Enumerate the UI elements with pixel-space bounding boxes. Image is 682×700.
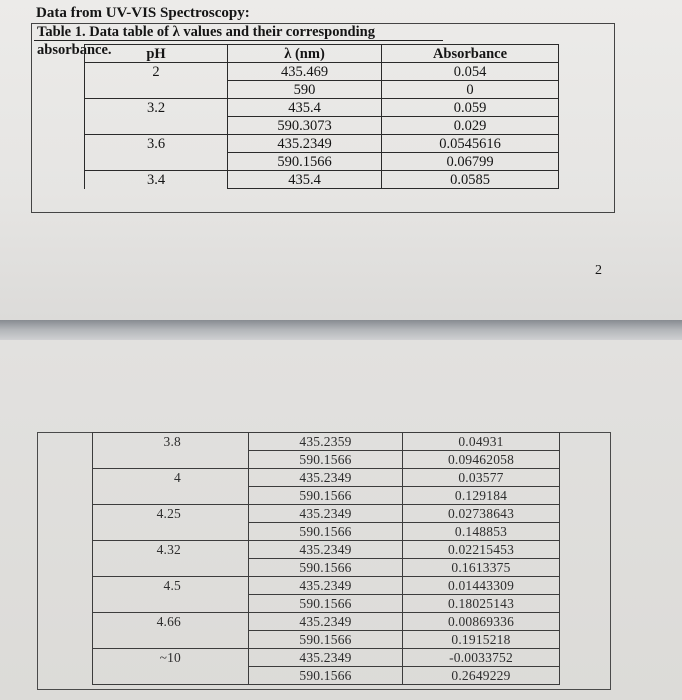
wavelength-cell: 590.1566 [249,487,403,505]
page-break [0,320,682,340]
wavelength-cell: 435.2349 [249,649,403,667]
wavelength-cell: 435.2349 [249,469,403,487]
table-row [93,451,560,469]
table-row [85,81,559,99]
ph-cell: 3.4 [85,171,228,189]
absorbance-cell: 0.054 [382,63,559,81]
ph-cell [93,487,249,505]
ph-cell [85,117,228,135]
ph-cell [85,81,228,99]
table-row [85,153,559,171]
ph-cell [93,559,249,577]
wavelength-cell: 435.2349 [249,505,403,523]
absorbance-cell: 0.02738643 [403,505,560,523]
absorbance-cell: 0.02215453 [403,541,560,559]
ph-cell: 4.25 [93,505,249,523]
wavelength-cell: 435.2349 [249,541,403,559]
wavelength-cell: 590.1566 [249,559,403,577]
absorbance-cell: 0.00869336 [403,613,560,631]
table-row [93,523,560,541]
ph-cell [93,631,249,649]
ph-cell [93,667,249,685]
absorbance-cell: 0.059 [382,99,559,117]
table-row [93,649,560,667]
table-row [93,433,560,451]
ph-cell: 2 [85,63,228,81]
wavelength-cell: 435.2349 [228,135,382,153]
header-ph: pH [85,45,228,63]
table-row [93,469,560,487]
table-row [93,613,560,631]
table-row [85,99,559,117]
wavelength-cell: 590.1566 [249,595,403,613]
ph-cell [93,595,249,613]
absorbance-cell: 0.03577 [403,469,560,487]
page-number: 2 [595,263,602,278]
absorbance-cell: -0.0033752 [403,649,560,667]
table-row [93,577,560,595]
absorbance-cell: 0.09462058 [403,451,560,469]
absorbance-cell: 0.04931 [403,433,560,451]
absorbance-cell: 0 [382,81,559,99]
ph-cell [93,451,249,469]
header-wavelength: λ (nm) [228,45,382,63]
absorbance-cell: 0.1613375 [403,559,560,577]
wavelength-cell: 590.3073 [228,117,382,135]
ph-cell [93,523,249,541]
ph-cell [85,153,228,171]
table-row [93,631,560,649]
table-row [93,541,560,559]
wavelength-cell: 590 [228,81,382,99]
wavelength-cell: 590.1566 [249,523,403,541]
ph-cell: 4 [93,469,249,487]
ph-cell: 3.8 [93,433,249,451]
wavelength-cell: 435.2349 [249,613,403,631]
wavelength-cell: 590.1566 [249,631,403,649]
wavelength-cell: 435.469 [228,63,382,81]
table-row [93,595,560,613]
absorbance-cell: 0.06799 [382,153,559,171]
wavelength-cell: 435.2359 [249,433,403,451]
ph-cell: 3.2 [85,99,228,117]
absorbance-table-2 [92,432,560,685]
table-row [93,559,560,577]
ph-cell: 4.66 [93,613,249,631]
wavelength-cell: 590.1566 [249,667,403,685]
ph-cell: 4.32 [93,541,249,559]
absorbance-cell: 0.2649229 [403,667,560,685]
table-row [93,487,560,505]
ph-cell: 4.5 [93,577,249,595]
table-row [93,505,560,523]
wavelength-cell: 590.1566 [249,451,403,469]
absorbance-cell: 0.0545616 [382,135,559,153]
absorbance-cell: 0.1915218 [403,631,560,649]
header-absorbance: Absorbance [382,45,559,63]
table-caption: Table 1. Data table of λ values and their corresponding absorbance. [34,23,443,41]
table-row [93,667,560,685]
table-header-row [85,45,559,63]
wavelength-cell: 435.4 [228,171,382,189]
ph-cell: ~10 [93,649,249,667]
absorbance-cell: 0.148853 [403,523,560,541]
table-row [85,117,559,135]
absorbance-cell: 0.029 [382,117,559,135]
table-row [85,63,559,81]
absorbance-cell: 0.18025143 [403,595,560,613]
table-row [85,171,559,189]
page-title: Data from UV-VIS Spectroscopy: [36,5,250,24]
absorbance-table-1 [84,44,559,189]
wavelength-cell: 590.1566 [228,153,382,171]
absorbance-cell: 0.0585 [382,171,559,189]
wavelength-cell: 435.4 [228,99,382,117]
absorbance-cell: 0.129184 [403,487,560,505]
page-one [0,0,682,320]
wavelength-cell: 435.2349 [249,577,403,595]
table-row [85,135,559,153]
page-two [0,340,682,700]
ph-cell: 3.6 [85,135,228,153]
absorbance-cell: 0.01443309 [403,577,560,595]
